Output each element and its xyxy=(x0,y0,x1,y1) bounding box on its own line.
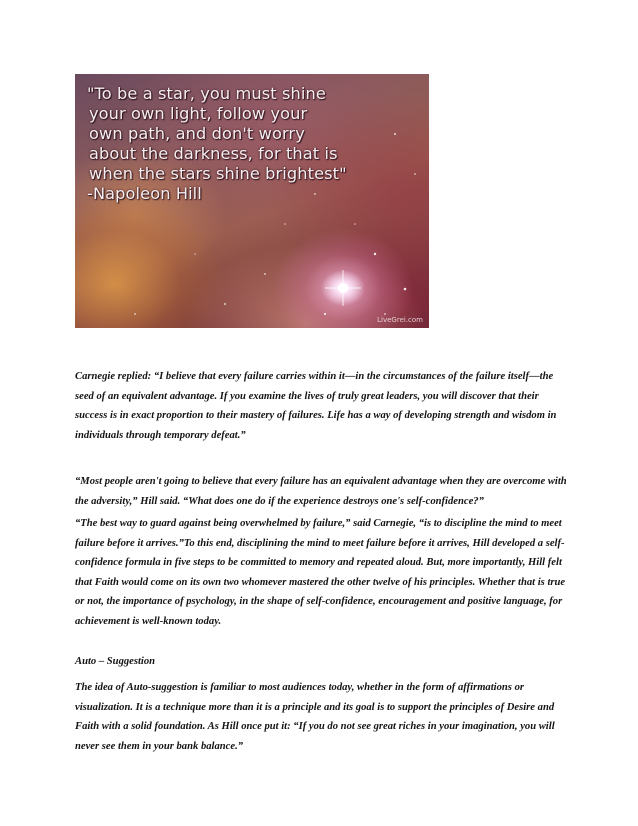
quote-line: about the darkness, for that is xyxy=(89,144,338,163)
image-watermark: LiveGrei.com xyxy=(377,316,423,324)
quote-line: your own light, follow your xyxy=(89,104,308,123)
quote-text xyxy=(87,84,427,204)
quote-image xyxy=(75,74,429,328)
quote-line: when the stars shine brightest" xyxy=(89,164,347,183)
section-heading: Auto – Suggestion xyxy=(75,656,156,667)
paragraph-carnegie-discipline: “The best way to guard against being overwhelmed by failure,” said Carnegie, “is to discipline the mind to meet failure before it arrives.”To this end, disciplining the mind to meet failure before it arrives, Hill developed a self-confidence formula in five steps to be committed to memory and repeated aloud. But, more importantly, Hill felt that Faith would come on its own two whomever mastered the other twelve of his principles. Whether that is true or not, the importance of psychology, in the shape of self-confidence, encouragement and positive language, for achievement is well-known today. xyxy=(75,518,566,627)
quote-author: -Napoleon Hill xyxy=(87,184,202,203)
quote-line: own path, and don't worry xyxy=(89,124,305,143)
paragraph-carnegie-reply: Carnegie replied: “I believe that every failure carries within it—in the circumstances of the failure itself—the seed of an equivalent advantage. If you examine the lives of truly great leaders, you will discover that their success is in exact proportion to their mastery of failures. Life has a way of developing strength and wisdom in individuals through temporary defeat.” xyxy=(75,371,557,441)
paragraph-auto-suggestion: The idea of Auto-suggestion is familiar to most audiences today, whether in the form of affirmations or visualization. It is a technique more than it is a principle and its goal is to support the principles of Desire and Faith with a solid foundation. As Hill once put it: “If you do not see great riches in your imagination, you will never see them in your bank balance.” xyxy=(75,682,555,752)
quote-line: "To be a star, you must shine xyxy=(87,84,326,103)
paragraph-hill-question: “Most people aren't going to believe that every failure has an equivalent advantage when they are overcome with the adversity,” Hill said. “What does one do if the experience destroys one's self-confidence?” xyxy=(75,476,567,507)
